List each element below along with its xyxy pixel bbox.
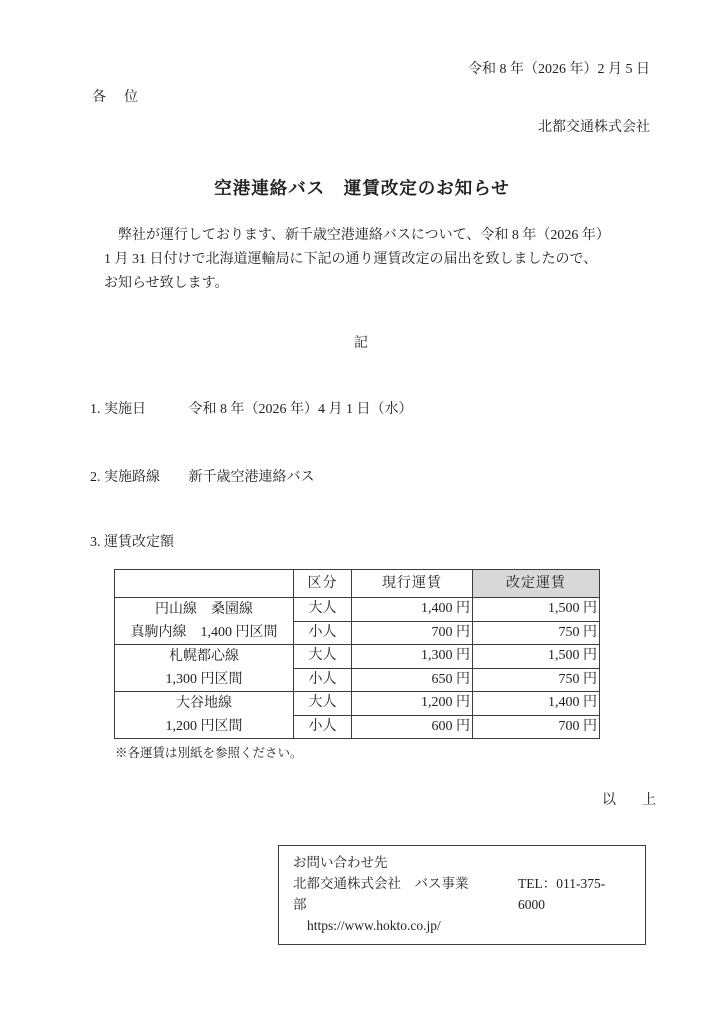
current-fare-cell: 1,200 円 bbox=[352, 692, 473, 716]
route-line: 円山線 桑園線 bbox=[155, 602, 253, 617]
revised-fare-cell: 750 円 bbox=[473, 621, 600, 645]
route-line: 真駒内線 1,400 円区間 bbox=[130, 625, 278, 640]
header-category: 区分 bbox=[294, 570, 352, 598]
item-label: 3. 運賃改定額 bbox=[90, 535, 174, 550]
route-line: 1,200 円区間 bbox=[165, 719, 243, 734]
table-row bbox=[115, 598, 600, 622]
current-fare-cell: 650 円 bbox=[352, 668, 473, 692]
current-fare-cell: 1,400 円 bbox=[352, 598, 473, 622]
route-cell bbox=[115, 645, 294, 692]
item-implementation-date bbox=[90, 400, 724, 420]
table-row bbox=[115, 692, 600, 716]
route-line: 大谷地線 bbox=[176, 696, 232, 711]
category-cell: 小人 bbox=[294, 621, 352, 645]
header-route-blank bbox=[115, 570, 294, 598]
route-cell bbox=[115, 598, 294, 645]
category-cell: 大人 bbox=[294, 692, 352, 716]
revised-fare-cell: 1,500 円 bbox=[473, 645, 600, 669]
category-cell: 大人 bbox=[294, 645, 352, 669]
item-label: 1. 実施日 bbox=[90, 402, 146, 417]
item-fare-revision bbox=[90, 533, 724, 553]
closing-ijou: 以 上 bbox=[602, 793, 662, 808]
table-header-row bbox=[115, 570, 600, 598]
category-cell: 小人 bbox=[294, 668, 352, 692]
item-implementation-route bbox=[90, 468, 724, 488]
document-title: 空港連絡バス 運賃改定のお知らせ bbox=[214, 178, 510, 198]
company-name: 北都交通株式会社 bbox=[538, 120, 650, 135]
body-line: 1 月 31 日付けで北海道運輸局に下記の通り運賃改定の届出を致しましたので、 bbox=[104, 252, 598, 267]
category-cell: 大人 bbox=[294, 598, 352, 622]
revised-fare-cell: 1,500 円 bbox=[473, 598, 600, 622]
table-row bbox=[115, 645, 600, 669]
route-line: 札幌都心線 bbox=[169, 649, 239, 664]
category-cell: 小人 bbox=[294, 715, 352, 739]
contact-url: https://www.hokto.co.jp/ bbox=[307, 918, 441, 933]
revised-fare-cell: 1,400 円 bbox=[473, 692, 600, 716]
body-paragraph bbox=[104, 224, 624, 296]
body-line: お知らせ致します。 bbox=[104, 276, 229, 291]
fare-table bbox=[114, 569, 600, 739]
ki-section-marker: 記 bbox=[354, 336, 370, 351]
item-label: 2. 実施路線 bbox=[90, 470, 160, 485]
table-footnote: ※各運賃は別紙を参照ください。 bbox=[115, 746, 303, 760]
current-fare-cell: 600 円 bbox=[352, 715, 473, 739]
revised-fare-cell: 750 円 bbox=[473, 668, 600, 692]
item-value: 新千歳空港連絡バス bbox=[188, 470, 315, 485]
contact-box bbox=[278, 845, 646, 945]
contact-heading: お問い合わせ先 bbox=[293, 855, 388, 870]
body-line: 弊社が運行しております、新千歳空港連絡バスについて、令和 8 年（2026 年） bbox=[118, 228, 610, 243]
contact-company: 北都交通株式会社 バス事業部 bbox=[293, 876, 469, 912]
fare-table-container bbox=[114, 569, 724, 739]
route-cell bbox=[115, 692, 294, 739]
revised-fare-cell: 700 円 bbox=[473, 715, 600, 739]
header-current-fare: 現行運賃 bbox=[352, 570, 473, 598]
contact-company-line bbox=[293, 873, 631, 915]
date-line: 令和 8 年（2026 年）2 月 5 日 bbox=[468, 62, 650, 77]
addressee: 各 位 bbox=[92, 90, 140, 105]
item-value: 令和 8 年（2026 年）4 月 1 日（水） bbox=[188, 402, 413, 417]
header-revised-fare: 改定運賃 bbox=[473, 570, 600, 598]
contact-tel: TEL：011-375-6000 bbox=[517, 876, 606, 912]
current-fare-cell: 700 円 bbox=[352, 621, 473, 645]
route-line: 1,300 円区間 bbox=[165, 672, 243, 687]
current-fare-cell: 1,300 円 bbox=[352, 645, 473, 669]
